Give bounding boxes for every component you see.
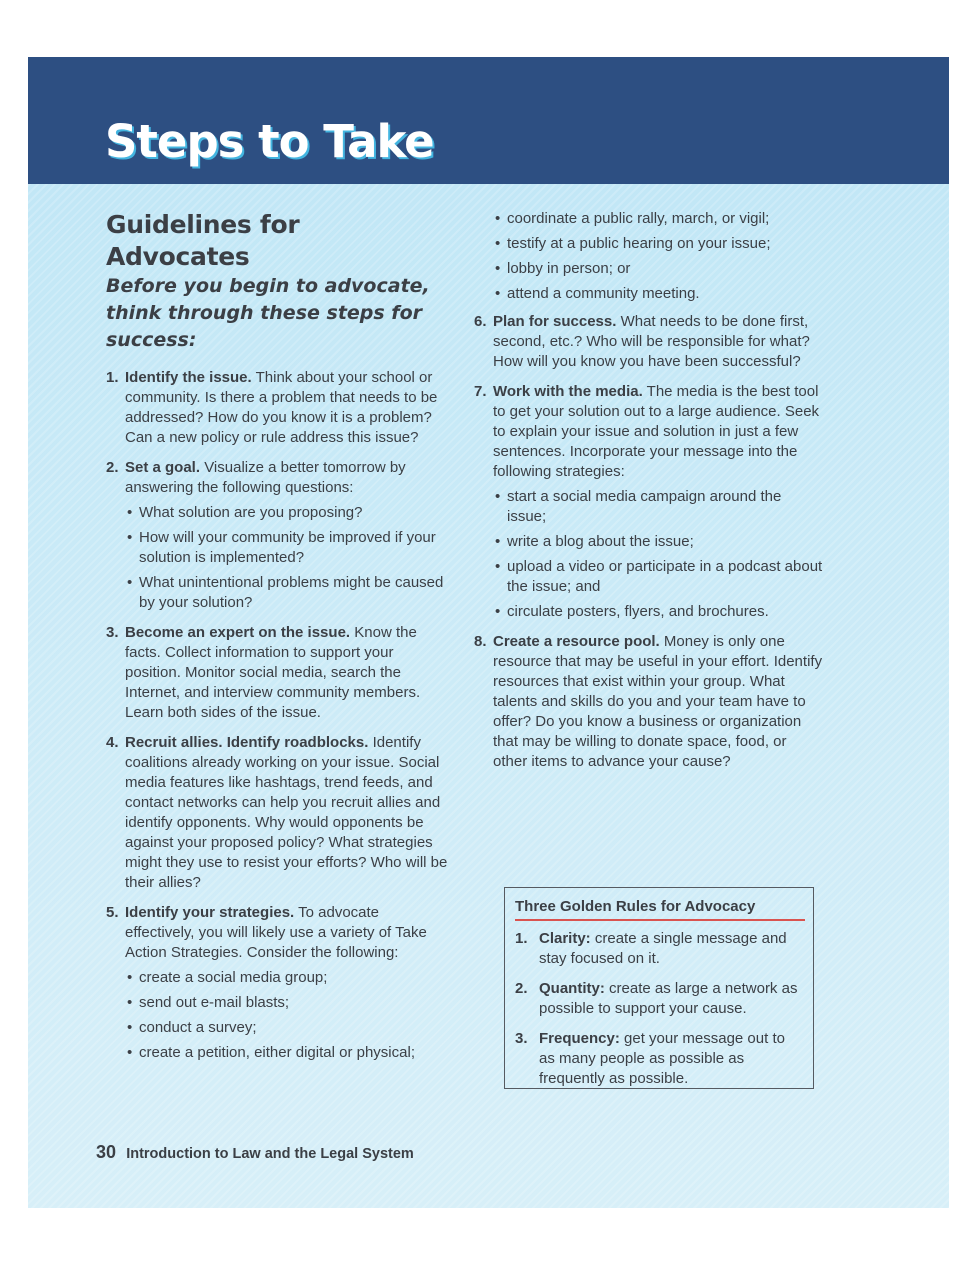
right-column [474, 209, 824, 782]
step-lead: Plan for success. [493, 313, 617, 330]
book-title: Introduction to Law and the Legal System [126, 1146, 414, 1162]
rule-lead: Quantity: [539, 980, 605, 997]
step-text: Know the facts. Collect information to support your position. Monitor social media, search the Internet, and interview community members. Learn both sides of the issue. [125, 624, 421, 721]
step-text: What needs to be done first, second, etc.? Who will be responsible for what? How will you know you have been successful? [493, 313, 810, 370]
step-number: 5. [106, 904, 119, 921]
rule-3 [515, 1029, 803, 1089]
step-4 [106, 733, 451, 893]
list-item: • write a blog about the issue; [493, 532, 824, 552]
step-lead: Set a goal. [125, 459, 201, 476]
rule-number: 2. [515, 980, 528, 997]
list-item: • conduct a survey; [125, 1018, 451, 1038]
list-item: • start a social media campaign around the issue; [493, 487, 824, 527]
step-text: Visualize a better tomorrow by answering the following questions: [125, 459, 406, 496]
list-item: • testify at a public hearing on your issue; [493, 234, 824, 254]
page-footer [96, 1142, 414, 1163]
step-8 [474, 632, 824, 772]
list-item: • send out e-mail blasts; [125, 993, 451, 1013]
step-5-continued [474, 209, 824, 304]
list-item: • lobby in person; or [493, 259, 824, 279]
rule-1 [515, 929, 803, 969]
step-number: 4. [106, 734, 119, 751]
list-item: • create a petition, either digital or physical; [125, 1043, 451, 1063]
golden-rules-title: Three Golden Rules for Advocacy [515, 897, 805, 921]
list-item: • attend a community meeting. [493, 284, 824, 304]
step-lead: Work with the media. [493, 383, 643, 400]
header-banner [28, 57, 949, 184]
step-number: 1. [106, 369, 119, 386]
bullet-list [474, 209, 824, 304]
rule-number: 1. [515, 930, 528, 947]
step-text: The media is the best tool to get your solution out to a large audience. Seek to explain your issue and solution in just a few sentences. Incorporate your message into the following strategies: [493, 383, 820, 480]
step-text: To advocate effectively, you will likely use a variety of Take Action Strategies. Consider the following: [125, 904, 427, 961]
rule-lead: Clarity: [539, 930, 591, 947]
page [28, 57, 949, 1208]
rule-text: get your message out to as many people as possible as frequently as possible. [539, 1030, 785, 1087]
bullet-list [125, 968, 451, 1063]
list-item: • What solution are you proposing? [125, 503, 451, 523]
step-number: 6. [474, 313, 487, 330]
step-number: 3. [106, 624, 119, 641]
page-title: Steps to Take [105, 115, 434, 168]
step-lead: Create a resource pool. [493, 633, 660, 650]
step-lead: Recruit allies. Identify roadblocks. [125, 734, 369, 751]
step-7 [474, 382, 824, 622]
list-item: • upload a video or participate in a podcast about the issue; and [493, 557, 824, 597]
step-number: 7. [474, 383, 487, 400]
section-subheading: Before you begin to advocate, think through these steps for success: [106, 275, 430, 351]
list-item: • How will your community be improved if your solution is implemented? [125, 528, 451, 568]
step-text: Think about your school or community. Is there a problem that needs to be addressed? How do you know it is a problem? Can a new policy or rule address this issue? [125, 369, 438, 446]
step-text: Money is only one resource that may be useful in your effort. Identify resources that exist within your group. What talents and skills do you and your team have to offer? Do you know a business or organization that may be willing to donate space, food, or other items to advance your cause? [493, 633, 823, 770]
step-3 [106, 623, 451, 723]
bullet-list [493, 487, 824, 622]
step-text: Identify coalitions already working on your issue. Social media features like hashtags, trend feeds, and contact networks can help you recruit allies and identify opponents. Why would opponents be against your proposed policy? What strategies might they use to resist your efforts? Who will be their allies? [125, 734, 448, 891]
list-item: • create a social media group; [125, 968, 451, 988]
step-1 [106, 368, 451, 448]
rule-2 [515, 979, 803, 1019]
rule-lead: Frequency: [539, 1030, 620, 1047]
page-number: 30 [96, 1142, 117, 1162]
rule-text: create as large a network as possible to support your cause. [539, 980, 798, 1017]
list-item: • What unintentional problems might be caused by your solution? [125, 573, 451, 613]
rule-text: create a single message and stay focused on it. [539, 930, 787, 967]
step-lead: Become an expert on the issue. [125, 624, 351, 641]
rule-number: 3. [515, 1030, 528, 1047]
list-item: • coordinate a public rally, march, or vigil; [493, 209, 824, 229]
list-item: • circulate posters, flyers, and brochures. [493, 602, 824, 622]
step-number: 8. [474, 633, 487, 650]
step-number: 2. [106, 459, 119, 476]
step-lead: Identify your strategies. [125, 904, 295, 921]
step-5 [106, 903, 451, 1063]
bullet-list [125, 503, 451, 613]
left-column [106, 209, 451, 1073]
golden-rules-box [504, 887, 814, 1089]
section-heading: Guidelines for Advocates [106, 210, 300, 271]
step-lead: Identify the issue. [125, 369, 252, 386]
step-2 [106, 458, 451, 613]
step-6 [474, 312, 824, 372]
